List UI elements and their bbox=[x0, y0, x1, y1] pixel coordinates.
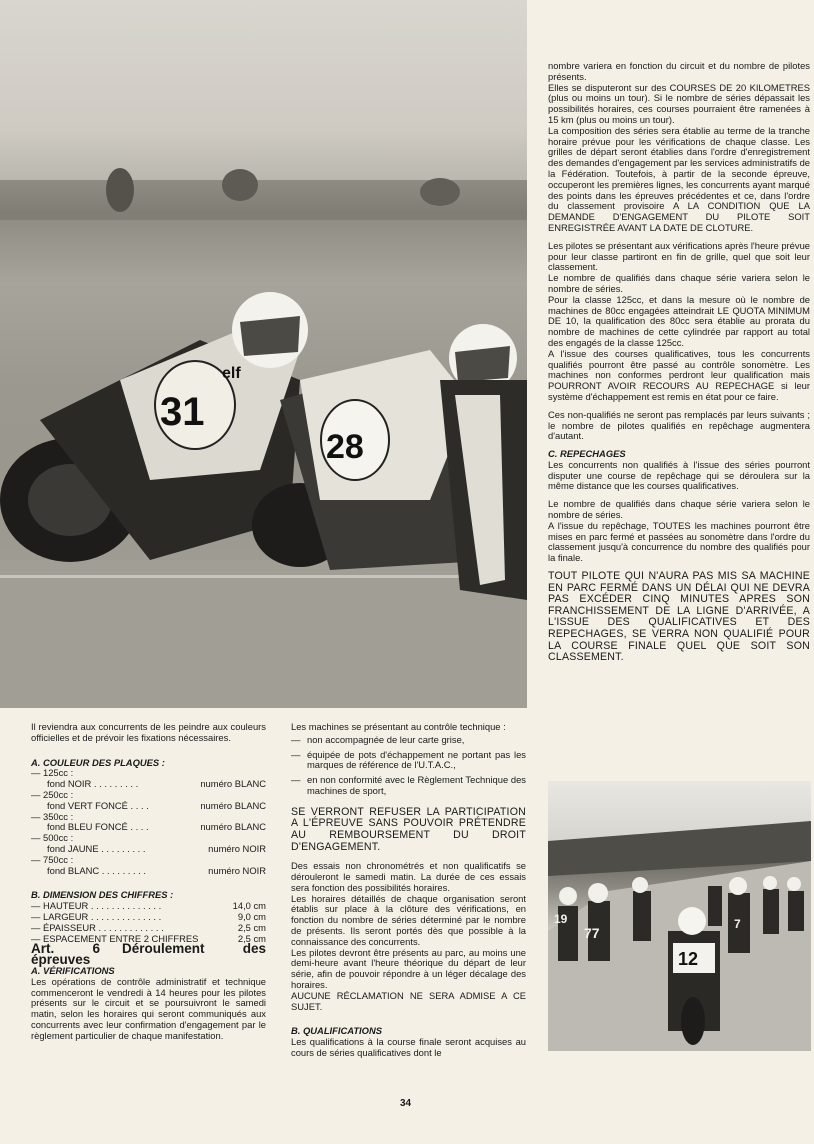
refusal-notice: SE VERRONT REFUSER LA PARTICIPATION A L'ÉPREUVE SANS POUVOIR PRÉTENDRE AU REMBOURSEMENT DU DROIT D'ENGAGEMENT. bbox=[291, 805, 526, 853]
paragraph: AUCUNE RÉCLAMATION NE SERA ADMISE A CE SUJET. bbox=[291, 989, 526, 1012]
paragraph: Des essais non chronométrés et non qualificatifs se dérouleront le samedi matin. La durée de ces essais sera fonction des possibilités horaires. bbox=[291, 860, 526, 893]
racing-photo-main bbox=[0, 0, 527, 708]
dimension-value: 2,5 cm bbox=[237, 932, 266, 944]
list-item bbox=[31, 855, 266, 877]
small-photo-bike2-number: 77 bbox=[584, 925, 600, 941]
list-item: — non accompagnée de leur carte grise, bbox=[291, 733, 465, 745]
paragraph: La composition des séries sera établie au terme de la tranche horaire prévue pour les vérifications de chaque classe. Les grilles de départ seront établies dans l'ordre d'enregistrement des demandes d'engagement par les services administratifs de la Fédération. Toutefois, à partir de la seconde épreuve, occuperont les premières lignes, les concurrents ayant marqué des points dans les épreuves précédentes et ce, dans l'ordre du classement provisoire A LA CONDITION QUE LA DEMANDE D'ENGAGEMENT DU PILOTE SOIT ENREGISTRÉE AVANT LA DATE DE CLOTURE. bbox=[548, 124, 810, 233]
paragraph: Les opérations de contrôle administratif et technique commenceront le vendredi à 14 heures pour les pilotes présents sur le circuit et se poursuivront le samedi matin, selon les horaires qui seront communiqués aux concurrents avec leur confirmation d'engagement par le règlement particulier de chaque manifestation. bbox=[31, 975, 266, 1041]
plate-number-color: numéro BLANC bbox=[200, 778, 266, 790]
list-item-text: en non conformité avec le Règlement Technique des machines de sport, bbox=[307, 774, 526, 796]
paragraph: Elles se disputeront sur des COURSES DE 20 KILOMETRES (plus ou moins un tour). Si le nombre de séries dépassait les possibilités horaires, ces courses pourraient être ramenées à 15 km (plus ou moins un tour). bbox=[548, 81, 810, 125]
left-column bbox=[31, 722, 266, 1042]
plate-bg-text: fond VERT FONCÉ bbox=[47, 799, 128, 811]
dimension-label: — HAUTEUR . . . . . . . . . . . . . . bbox=[31, 900, 162, 912]
plate-class: — 125cc : bbox=[31, 767, 74, 779]
article-title: Déroulement des épreuves bbox=[31, 941, 267, 968]
article-number: Art. 6 bbox=[31, 941, 100, 957]
paragraph: Il reviendra aux concurrents de les peindre aux couleurs officielles et de prévoir les fixations nécessaires. bbox=[31, 721, 266, 743]
list-item: — équipée de pots d'échappement ne portant pas les marques de référence de l'U.T.A.C., bbox=[291, 748, 526, 771]
section-heading-verifications: A. VÉRIFICATIONS bbox=[31, 964, 115, 976]
plate-bg-text: fond JAUNE bbox=[47, 842, 99, 854]
plate-class: — 750cc : bbox=[31, 853, 74, 865]
list-item: — en non conformité avec le Règlement Technique des machines de sport, bbox=[291, 774, 526, 796]
page-number: 34 bbox=[400, 1098, 412, 1109]
section-heading-dimensions: B. DIMENSION DES CHIFFRES : bbox=[31, 889, 174, 901]
list-item bbox=[31, 768, 266, 790]
list-item bbox=[31, 923, 266, 934]
rider1-plate-number: 31 bbox=[160, 390, 205, 434]
plate-class: — 250cc : bbox=[31, 788, 74, 800]
paragraph: Les pilotes se présentant aux vérifications après l'heure prévue pour leur classe partiront en fin de grille, quel que soit leur classement. bbox=[548, 239, 810, 273]
plate-class: — 350cc : bbox=[31, 810, 74, 822]
plate-number-color: numéro NOIR bbox=[208, 842, 266, 854]
plate-colors-list bbox=[31, 768, 266, 876]
leader-dots: . . . . . . . . . bbox=[98, 842, 146, 854]
section-heading-repechages: C. REPECHAGES bbox=[548, 448, 626, 460]
section-heading-qualifications: B. QUALIFICATIONS bbox=[291, 1025, 382, 1037]
dimension-value: 14,0 cm bbox=[232, 900, 266, 912]
plate-bg-text: fond BLEU FONCÉ bbox=[47, 821, 128, 833]
dimension-value: 2,5 cm bbox=[237, 921, 266, 933]
paragraph: Ces non-qualifiés ne seront pas remplacés par leurs suivants ; le nombre de pilotes qualifiés en repêchage augmentera d'autant. bbox=[548, 408, 810, 442]
middle-column bbox=[291, 722, 526, 1059]
leader-dots: . . . . bbox=[127, 799, 149, 811]
right-column bbox=[548, 61, 810, 664]
plate-bg-text: fond NOIR bbox=[47, 778, 92, 790]
paragraph: nombre variera en fonction du circuit et du nombre de pilotes présents. bbox=[548, 60, 810, 82]
racing-photo-small-art bbox=[548, 781, 811, 1051]
leader-dots: . . . . bbox=[127, 821, 149, 833]
paragraph: Les qualifications à la course finale seront acquises au cours de séries qualificatives dont le bbox=[291, 1036, 526, 1058]
plate-bg-text: fond BLANC bbox=[47, 864, 100, 876]
paragraph: Les pilotes devront être présents au parc, au moins une demi-heure avant l'heure théorique du départ de leur série, afin de pouvoir répondre à un léger décalage des horaires. bbox=[291, 946, 526, 990]
plate-class: — 500cc : bbox=[31, 832, 74, 844]
small-photo-bike3-number: 19 bbox=[554, 912, 568, 926]
racing-photo-art bbox=[0, 0, 527, 708]
dimensions-list bbox=[31, 901, 266, 944]
paragraph: Les concurrents non qualifiés à l'issue des séries pourront disputer une course de repêchage qui se déroulera sur la même distance que les courses qualificatives. bbox=[548, 458, 810, 492]
paragraph: Les horaires détaillés de chaque organisation seront établis sur place à la clôture des vérifications, en fonction du nombre de séries déterminé par le nombre de présents. Ils seront portés dès que possible à la connaissance des concurrents. bbox=[291, 892, 526, 947]
small-photo-bike4-number: 7 bbox=[734, 917, 741, 931]
dimension-label: — ESPACEMENT ENTRE 2 CHIFFRES bbox=[31, 932, 199, 944]
paragraph: Le nombre de qualifiés dans chaque série variera selon le nombre de séries. bbox=[548, 498, 810, 521]
paragraph: Le nombre de qualifiés dans chaque série variera selon le nombre de séries. bbox=[548, 272, 810, 294]
list-item-text: non accompagnée de leur carte grise, bbox=[307, 733, 465, 745]
rider2-plate-number: 28 bbox=[326, 428, 364, 466]
leader-dots: . . . . . . . . . bbox=[91, 778, 139, 790]
rider1-sponsor-logo: elf bbox=[222, 365, 241, 382]
paragraph: Pour la classe 125cc, et dans la mesure où le nombre de machines de 80cc engagées atteindrait LE QUOTA MINIMUM DE 10, la qualification des 80cc sera établie au prorata du nombre de machines de cette cylindrée par rapport au total des engagés de la classe 125cc. bbox=[548, 293, 810, 348]
leader-dots: . . . . . . . . . bbox=[99, 864, 147, 876]
plate-number-color: numéro BLANC bbox=[200, 821, 266, 833]
article-heading bbox=[31, 941, 267, 968]
list-item bbox=[31, 812, 266, 834]
plate-bg bbox=[47, 801, 149, 812]
list-item-text: équipée de pots d'échappement ne portant pas les marques de référence de l'U.T.A.C., bbox=[307, 748, 526, 771]
plate-number-color: numéro NOIR bbox=[208, 864, 266, 876]
dimension-label: — ÉPAISSEUR . . . . . . . . . . . . . bbox=[31, 921, 164, 933]
list-item bbox=[31, 833, 266, 855]
small-photo-rider-number: 12 bbox=[678, 949, 699, 969]
paragraph: A l'issue du repêchage, TOUTES les machines pourront être mises en parc fermé et passées au sonomètre dans l'ordre du classement jusqu'à concurrence du nombre des qualifiés pour la finale. bbox=[548, 519, 810, 564]
section-heading-plates: A. COULEUR DES PLAQUES : bbox=[31, 756, 165, 768]
racing-photo-small bbox=[548, 781, 811, 1051]
list-item bbox=[31, 790, 266, 812]
plate-number-color: numéro BLANC bbox=[200, 799, 266, 811]
plate-bg bbox=[47, 866, 146, 877]
paragraph: Les machines se présentant au contrôle technique : bbox=[291, 721, 506, 732]
dimension-label: — LARGEUR . . . . . . . . . . . . . . bbox=[31, 910, 162, 922]
paragraph: A l'issue des courses qualificatives, tous les concurrents qualifiés pourront être passé au contrôle sonomètre. Les machines non conformes perdront leur qualification mais POURRONT AVOIR RECOURS AU REPECHAGE si leur système d'échappement est remis en état pour ce faire. bbox=[548, 347, 810, 402]
parc-ferme-notice: TOUT PILOTE QUI N'AURA PAS MIS SA MACHINE EN PARC FERMÉ DANS UN DÉLAI QUI NE DEVRA PAS EXCÉDER CINQ MINUTES APRES SON FRANCHISSEMENT DE LA LIGNE D'ARRIVÉE, A L'ISSUE DES QUALIFICATIVES ET DES REPECHAGES, SE VERRA NON QUALIFIÉ POUR LA COURSE FINALE QUEL QUE SOIT SON CLASSEMENT. bbox=[548, 570, 810, 664]
dimension-value: 9,0 cm bbox=[237, 910, 266, 922]
